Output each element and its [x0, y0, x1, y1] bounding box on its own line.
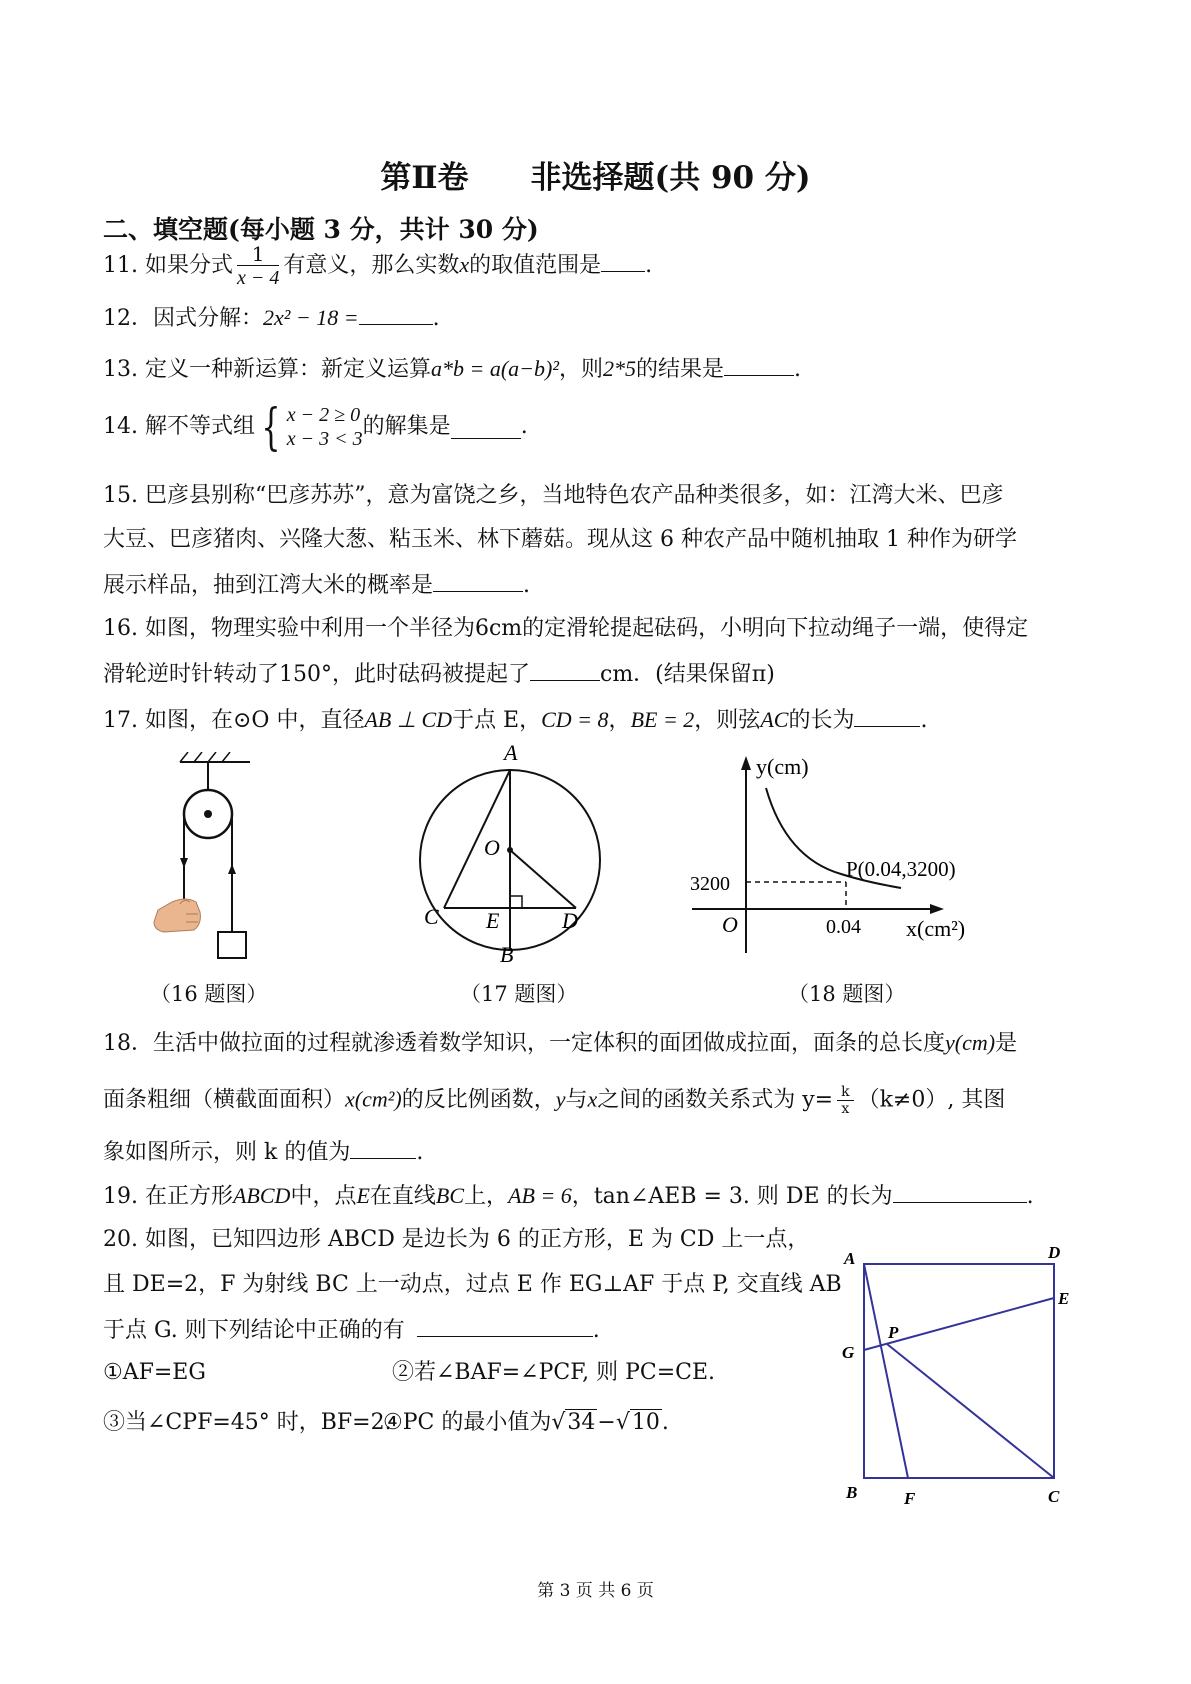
x-tick-label: 0.04: [826, 916, 861, 938]
q20-option-4: ④PC 的最小值为√34−√10.: [383, 1410, 669, 1435]
label-o: O: [484, 835, 500, 860]
figure-18-caption: （18 题图）: [788, 982, 906, 1006]
label-e: E: [486, 908, 500, 933]
label-f: F: [904, 1489, 916, 1508]
q18-fraction: $\frac{k}{x}$: [837, 1084, 853, 1117]
x-axis-arrow-icon: [930, 904, 944, 914]
question-15-line3: 展示样品，抽到江湾大米的概率是 .: [103, 569, 530, 601]
y-axis-label: y(cm): [756, 754, 809, 779]
q20-answer-blank[interactable]: [417, 1314, 593, 1337]
page-title: 第Ⅱ卷 非选择题(共 90 分): [380, 160, 811, 196]
sqrt-icon: √: [551, 1410, 566, 1435]
q12-answer-blank[interactable]: [359, 302, 433, 325]
question-11: 11. 如果分式 $\frac{1}{x - 4}$ 有意义，那么实数x的取值范围是 .: [103, 242, 653, 289]
hand-icon: [154, 899, 200, 932]
q11-fraction: $\frac{1}{x - 4}$: [236, 242, 280, 289]
radius-od: [510, 850, 576, 908]
q12-expression: 2x² − 18 =: [263, 305, 359, 330]
pulley-axle: [204, 810, 212, 818]
q13-answer-blank[interactable]: [724, 353, 794, 376]
q20-option-3: ③当∠CPF=45° 时，BF=2.: [103, 1410, 392, 1435]
arrow-down-icon: [180, 858, 188, 868]
q18-answer-blank[interactable]: [350, 1136, 416, 1159]
q20-option-1: ①AF=EG: [103, 1360, 206, 1385]
question-12: 12．因式分解：2x² − 18 = .: [103, 302, 440, 334]
function-graph: [686, 748, 996, 963]
question-19: 19. 在正方形ABCD中，点E在直线BC上，AB = 6，tan∠AEB = 3. 则 DE 的长为 .: [103, 1180, 1034, 1212]
figure-16-caption: （16 题图）: [150, 982, 268, 1006]
circle-figure: [410, 738, 610, 968]
label-p: P: [888, 1323, 899, 1342]
page-footer: 第 3 页 共 6 页: [537, 1581, 654, 1601]
q11-answer-blank[interactable]: [601, 249, 645, 272]
question-14: 14. 解不等式组 { x − 2 ≥ 0 x − 3 < 3 的解集是 .: [103, 398, 528, 456]
q11-text: 11. 如果分式: [103, 253, 233, 278]
question-17: 17. 如图，在⊙O 中，直径AB ⊥ CD于点 E，CD = 8，BE = 2，则弦AC的长为 .: [103, 704, 927, 736]
pulley-figure: [150, 752, 270, 962]
y-axis-arrow-icon: [741, 756, 751, 770]
question-18-line2: 面条粗细（横截面面积）x(cm²)的反比例函数，y与x之间的函数关系式为 y= $\frac{k}{x}$ （k≠0）, 其图: [103, 1084, 1006, 1117]
label-e: E: [1058, 1289, 1070, 1308]
y-tick-label: 3200: [690, 873, 730, 895]
q20-option-2: ②若∠BAF=∠PCF, 则 PC=CE.: [392, 1360, 716, 1385]
q14-inequality-system: { x − 2 ≥ 0 x − 3 < 3: [261, 398, 363, 456]
question-15-line2: 大豆、巴彦猪肉、兴隆大葱、粘玉米、林下蘑菇。现从这 6 种农产品中随机抽取 1 种作为研学: [103, 527, 1017, 552]
square-abcd: [864, 1264, 1054, 1478]
right-angle-mark: [510, 896, 522, 908]
point-p-label: P(0.04,3200): [846, 857, 956, 881]
label-c: C: [1048, 1487, 1060, 1506]
q13-expression: a*b = a(a−b)²: [430, 356, 559, 381]
figure-17-caption: （17 题图）: [460, 982, 578, 1006]
q14-answer-blank[interactable]: [451, 416, 521, 439]
sqrt-icon: √: [615, 1410, 630, 1435]
x-axis-label: x(cm²): [906, 916, 966, 941]
segment-af: [864, 1264, 908, 1478]
question-16-line2: 滑轮逆时针转动了150°，此时砝码被提起了 cm．(结果保留π): [103, 658, 775, 690]
section-heading: 二、填空题(每小题 3 分，共计 30 分): [103, 215, 539, 244]
label-a: A: [844, 1249, 856, 1268]
label-b: B: [846, 1483, 858, 1502]
label-b: B: [500, 942, 514, 967]
center-point: [507, 847, 513, 853]
square-figure: [830, 1240, 1080, 1570]
question-13: 13. 定义一种新运算：新定义运算a*b = a(a−b)²，则2*5的结果是 .: [103, 353, 801, 385]
segment-pc: [887, 1344, 1054, 1478]
arrow-up-icon: [228, 864, 236, 874]
label-d: D: [562, 908, 578, 933]
label-d: D: [1048, 1243, 1061, 1262]
q15-answer-blank[interactable]: [433, 569, 523, 592]
q17-answer-blank[interactable]: [854, 704, 920, 727]
question-16-line1: 16. 如图，物理实验中利用一个半径为6cm的定滑轮提起砝码，小明向下拉动绳子一端，使得定: [103, 616, 1029, 641]
origin-label: O: [722, 912, 738, 937]
question-20-line2: 且 DE=2，F 为射线 BC 上一动点，过点 E 作 EG⊥AF 于点 P, 交直线 AB: [103, 1272, 842, 1297]
question-18-line3: 象如图所示，则 k 的值为 .: [103, 1136, 423, 1168]
question-18-line1: 18．生活中做拉面的过程就渗透着数学知识，一定体积的面团做成拉面，面条的总长度y(cm)是: [103, 1030, 1018, 1056]
label-a: A: [504, 740, 518, 765]
q16-answer-blank[interactable]: [530, 658, 600, 681]
weight-box: [218, 932, 246, 958]
question-20-line3: 于点 G. 则下列结论中正确的有 .: [103, 1314, 600, 1346]
question-20-line1: 20. 如图，已知四边形 ABCD 是边长为 6 的正方形，E 为 CD 上一点，: [103, 1227, 810, 1252]
label-g: G: [842, 1343, 855, 1362]
label-c: C: [424, 904, 439, 929]
question-15-line1: 15. 巴彦县别称“巴彦苏苏”，意为富饶之乡，当地特色农产品种类很多，如：江湾大米、巴彦: [103, 483, 1004, 508]
q19-answer-blank[interactable]: [893, 1180, 1027, 1203]
